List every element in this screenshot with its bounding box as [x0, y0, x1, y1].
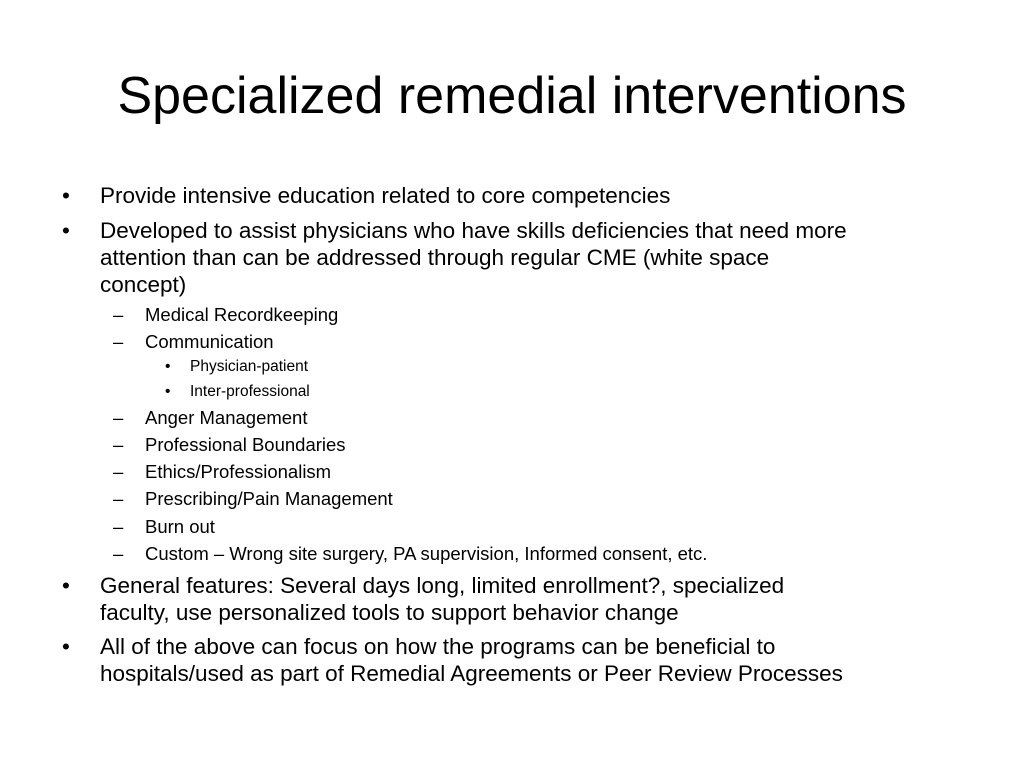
bullet-dot: •: [165, 358, 171, 375]
dash-marker: –: [113, 331, 124, 352]
dash-marker: –: [113, 516, 124, 537]
sub-sub-bullet-text: Physician-patient: [190, 358, 309, 375]
bullet-dot: •: [62, 634, 70, 659]
slide-title: Specialized remedial interventions: [117, 67, 907, 125]
bullet-text: faculty, use personalized tools to support behavior change: [100, 600, 679, 625]
bullet-dot: •: [165, 383, 171, 400]
bullet-text: concept): [100, 272, 187, 297]
sub-bullet-text: Burn out: [145, 516, 215, 537]
bullet-text: attention than can be addressed through regular CME (white space: [100, 245, 770, 270]
bullet-text: All of the above can focus on how the programs can be beneficial to: [100, 634, 776, 659]
sub-bullet-text: Anger Management: [145, 407, 308, 428]
bullet-text: Developed to assist physicians who have skills deficiencies that need more: [100, 218, 847, 243]
sub-sub-bullet-text: Inter-professional: [190, 383, 310, 400]
dash-marker: –: [113, 407, 124, 428]
dash-marker: –: [113, 304, 124, 325]
bullet-text: General features: Several days long, limited enrollment?, specialized: [100, 573, 785, 598]
dash-marker: –: [113, 543, 124, 564]
sub-bullet-text: Ethics/Professionalism: [145, 461, 332, 482]
dash-marker: –: [113, 434, 124, 455]
dash-marker: –: [113, 488, 124, 509]
bullet-text: Provide intensive education related to core competencies: [100, 183, 671, 208]
bullet-dot: •: [62, 218, 70, 243]
sub-bullet-text: Professional Boundaries: [145, 434, 346, 455]
sub-bullet-text: Custom – Wrong site surgery, PA supervision, Informed consent, etc.: [145, 543, 708, 564]
sub-bullet-text: Medical Recordkeeping: [145, 304, 339, 325]
bullet-text: hospitals/used as part of Remedial Agreements or Peer Review Processes: [100, 661, 843, 686]
sub-bullet-text: Prescribing/Pain Management: [145, 488, 393, 509]
bullet-dot: •: [62, 183, 70, 208]
dash-marker: –: [113, 461, 124, 482]
bullet-dot: •: [62, 573, 70, 598]
sub-bullet-text: Communication: [145, 331, 274, 352]
